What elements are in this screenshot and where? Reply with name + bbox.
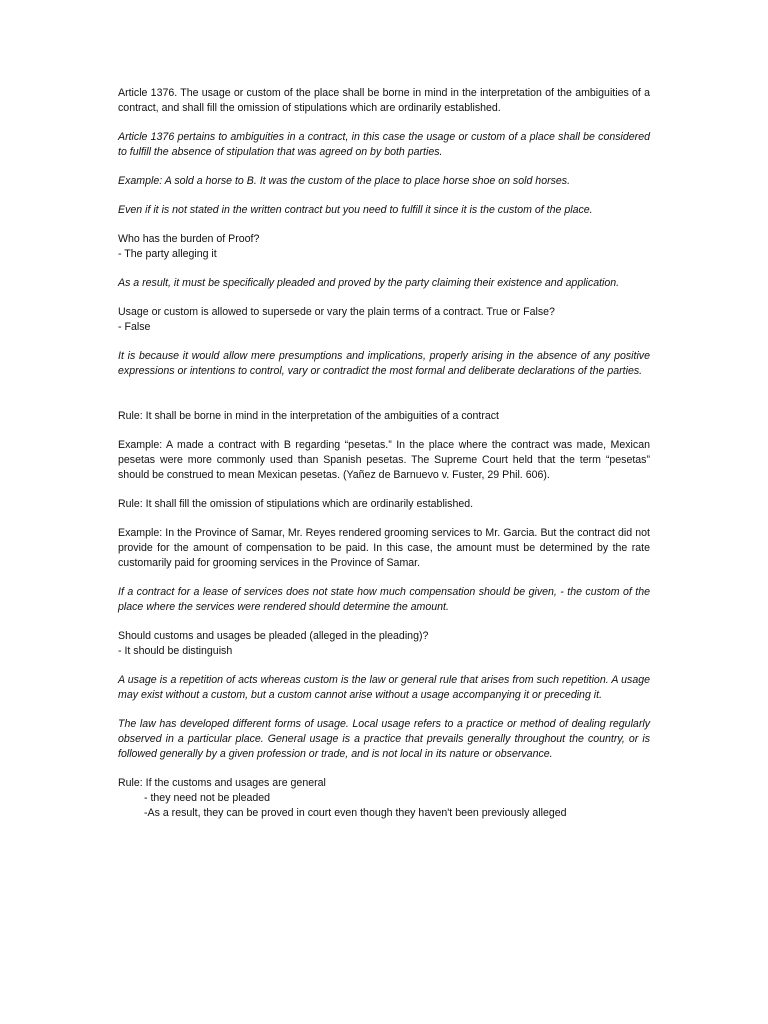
horse-example: Example: A sold a horse to B. It was the custom of the place to place horse shoe on sold horses. <box>118 175 571 187</box>
samar-example: Example: In the Province of Samar, Mr. Reyes rendered grooming services to Mr. Garcia. But the contract did not provide for the amount of compensation to be paid. In this case, the amount must be determined by the rate customarily paid for grooming services in the Province of Samar. <box>118 527 650 569</box>
usage-custom-definition: A usage is a repetition of acts whereas custom is the law or general rule that arises from such repetition. A usage may exist without a custom, but a custom cannot arise without a usage accompanying it or preceding it. <box>118 674 650 701</box>
rule-ambiguities: Rule: It shall be borne in mind in the interpretation of the ambiguities of a contract <box>118 410 500 422</box>
question-line: Who has the burden of Proof? <box>118 233 260 245</box>
lease-services-note: If a contract for a lease of services does not state how much compensation should be given, - the custom of the place where the services were rendered should determine the amount. <box>118 586 650 613</box>
pleading-proof-note: As a result, it must be specifically pleaded and proved by the party claiming their existence and application. <box>118 277 620 289</box>
rule-sub-line: - they need not be pleaded <box>144 792 271 804</box>
answer-line: - The party alleging it <box>118 248 217 260</box>
written-contract-note: Even if it is not stated in the written contract but you need to fulfill it since it is the custom of the place. <box>118 204 593 216</box>
answer-line: - It should be distinguish <box>118 645 233 657</box>
burden-of-proof-question <box>118 232 650 262</box>
question-line: Usage or custom is allowed to supersede or vary the plain terms of a contract. True or False? <box>118 306 555 318</box>
rule-general-customs <box>118 776 650 821</box>
supersede-question <box>118 305 650 335</box>
rule-line: Rule: If the customs and usages are general <box>118 777 326 789</box>
presumptions-explanation: It is because it would allow mere presumptions and implications, properly arising in the absence of any positive expressions or intentions to control, vary or contradict the most formal and deliberate declarations of the parties. <box>118 350 650 377</box>
pleading-question <box>118 629 650 659</box>
rule-sub-line: -As a result, they can be proved in court even though they haven't been previously alleged <box>144 807 567 819</box>
question-line: Should customs and usages be pleaded (alleged in the pleading)? <box>118 630 429 642</box>
article-1376-text: Article 1376. The usage or custom of the place shall be borne in mind in the interpretation of the ambiguities of a contract, and shall fill the omission of stipulations which are ordinarily established. <box>118 87 650 114</box>
article-1376-explanation: Article 1376 pertains to ambiguities in a contract, in this case the usage or custom of a place shall be considered to fulfill the absence of stipulation that was agreed on by both parties. <box>118 131 650 158</box>
rule-omission: Rule: It shall fill the omission of stipulations which are ordinarily established. <box>118 498 474 510</box>
answer-line: - False <box>118 321 151 333</box>
section-gap <box>118 393 650 409</box>
forms-of-usage: The law has developed different forms of usage. Local usage refers to a practice or method of dealing regularly observed in a particular place. General usage is a practice that prevails generally throughout the country, or is followed generally by a given profession or trade, and is not local in its nature or observance. <box>118 718 650 760</box>
pesetas-example: Example: A made a contract with B regarding “pesetas.” In the place where the contract was made, Mexican pesetas were more commonly used than Spanish pesetas. The Supreme Court held that the term “pesetas” should be construed to mean Mexican pesetas. (Yañez de Barnuevo v. Fuster, 29 Phil. 606). <box>118 439 650 481</box>
document-page <box>118 86 650 835</box>
